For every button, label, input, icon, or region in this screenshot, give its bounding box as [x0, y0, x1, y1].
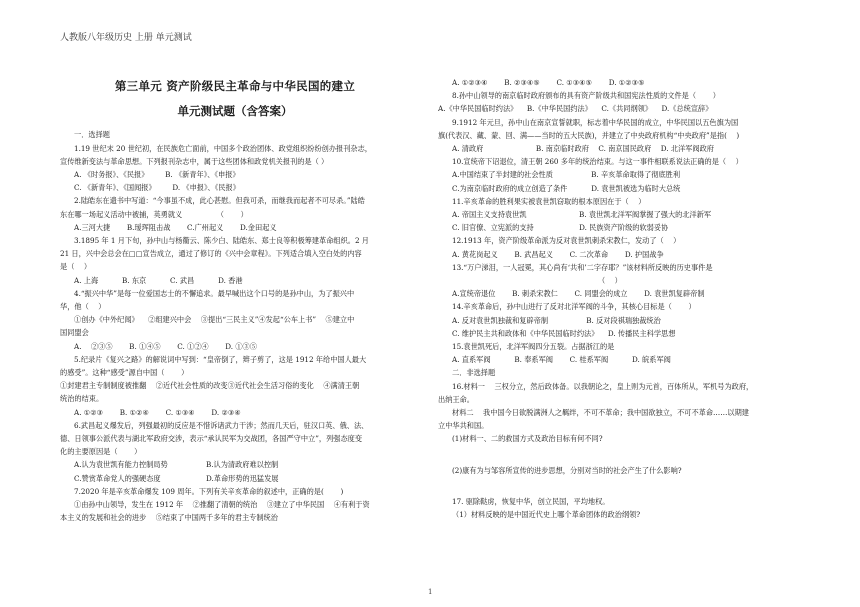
text-line: 9.1912 年元旦，孙中山在南京宣誓就职，标志着中华民国的成立，中华民国以五色旗为国: [452, 117, 739, 127]
text-line: ①封建君主专制制度被推翻 ②近代社会性质的改变③近代社会生活习俗的变化 ④满清王朝: [60, 381, 360, 391]
text-line: 二．非选择题: [452, 368, 496, 378]
text-line: 的感受”。这种“感受”源自中国（ ）: [60, 368, 189, 378]
text-line: C.为南京临时政府的成立创造了条件 D. 袁世凯被选为临时大总统: [452, 183, 681, 193]
text-line: C. 维护民主共和政体和《中华民国临时约法》 D. 传播民主科学思想: [452, 328, 676, 338]
text-line: C.赞赏革命党人的强硬态度 D.革命形势的迅猛发展: [74, 473, 279, 483]
text-line: 化的主要原因是（ ）: [60, 447, 142, 457]
text-line: 一．选择题: [74, 130, 110, 140]
text-line: [438, 446, 796, 464]
text-line: 8.孙中山领导的南京临时政府颁布的具有资产阶级共和国宪法性质的文件是（ ）: [452, 91, 720, 101]
left-column: [60, 78, 410, 525]
text-line: A. 直系军阀 B. 奉系军阀 C. 桂系军阀 D. 皖系军阀: [452, 355, 671, 365]
text-line: 是（ ）: [60, 262, 92, 272]
text-line: 10.宣统帝下诏退位，清王朝 260 多年的统治结束。与这一事件相联系说法正确的是（ ）: [452, 157, 743, 167]
text-line: 16.材料一 三权分立，然后政体备。以我朝论之，皇上则为元首，百体所从，军机号为政府，: [452, 381, 754, 391]
text-line: 21 日，兴中会总会在□□宣告成立，通过了修订的《兴中会章程》。下列适合填入空白处的内容: [60, 249, 362, 259]
text-line: A. ①②③④ B. ②③④⑤ C. ①③④⑤ D. ①②③⑤: [452, 78, 645, 87]
text-line: C. 《新青年》、《国闻报》 D. 《申报》、《民报》: [74, 183, 240, 193]
text-line: (1)材料一、二的救国方式及政治目标有何不同?: [452, 434, 603, 444]
text-line: A. 反对袁世凯独裁和复辟帝制 B. 反对段祺瑞独裁统治: [452, 315, 661, 325]
text-line: A. 上海 B. 东京 C. 武昌 D. 香港: [74, 275, 243, 285]
text-line: A.中国结束了半封建的社会性质 B. 辛亥革命取得了彻底胜利: [452, 170, 681, 180]
text-line: A. ①②③ B. ①②④ C. ①③④ D. ②③④: [74, 407, 241, 417]
left-question-list: [60, 128, 410, 524]
text-line: A.《中华民国临时约法》 B.《中华民国约法》 C.《共同纲领》 D.《总统宣辞》: [438, 104, 713, 114]
text-line: 5.纪录片《复兴之路》的解说词中写到：“皇帝倒了，辫子剪了，这是 1912 年给中国人最大: [74, 354, 367, 364]
text-line: 出纳王命。: [438, 394, 474, 404]
text-line: 东在哪一场起义活动中被捕，英勇就义 （ ）: [60, 209, 248, 219]
text-line: 15.袁世凯死后，北洋军阀四分五裂。占据浙江的是: [452, 342, 615, 352]
text-line: （ ）: [598, 276, 622, 286]
text-line: 7.2020 年是辛亥革命爆发 109 周年。下列有关辛亥革命的叙述中，正确的是( ): [74, 486, 344, 496]
text-line: 6.武昌起义爆发后，列强最初的反应是不惜诉诸武力干涉；然而几天后，驻汉口英、俄、法、: [74, 420, 369, 430]
text-line: 4.“振兴中华”是每一位爱国志士的不懈追求。最早喊出这个口号的是孙中山，为了振兴中: [74, 288, 355, 298]
page-header: 人教版八年级历史 上册 单元测试: [60, 33, 192, 43]
text-line: (2)康有为与邹容所宣传的进步思想，分别对当时的社会产生了什么影响?: [452, 465, 682, 475]
text-line: [438, 477, 796, 495]
text-line: 国同盟会: [60, 328, 89, 338]
text-line: 17. 驱除鞑虏，恢复中华，创立民国，平均地权。: [452, 496, 610, 506]
text-line: A. 《时务报》、《民报》 B. 《新青年》、《申报》: [74, 170, 240, 180]
text-line: A. ②③⑤ B. ①④⑤ C. ①②④ D. ①③⑤: [74, 341, 257, 351]
text-line: ①创办《中外纪闻》 ②组建兴中会 ③提出“三民主义”④发起“公车上书” ⑤建立中: [74, 315, 355, 325]
text-line: ①由孙中山领导，发生在 1912 年 ②推翻了清朝的统治 ③建立了中华民国 ④有利于资: [74, 500, 370, 510]
text-line: 13.“万户涕泪，一人冠冕，其心尚有‘共和’二字存耶？”该材料所反映的历史事件是: [452, 262, 713, 272]
text-line: 立中华共和国。: [438, 421, 489, 431]
text-line: 11.辛亥革命的胜利果实被袁世凯窃取的根本原因在于（ ）: [452, 196, 646, 206]
text-line: A.宣统帝退位 B. 刺杀宋教仁 C. 同盟会的成立 D. 袁世凯复辟帝制: [452, 289, 705, 299]
text-line: 本主义的发展和社会的进步 ⑤结束了中国两千多年的君主专制统治: [60, 513, 278, 523]
text-line: 2.陆皓东在遗书中写道：“今事虽不成，此心甚慰。但我可杀，而继我而起者不可尽杀。”陆皓: [74, 196, 365, 206]
text-line: A.三河大捷 B.瑷珲阻击战 C.广州起义 D.金田起义: [74, 222, 277, 232]
text-line: C. 旧官僚、立宪派的支持 D. 民族资产阶级的软弱妥协: [452, 223, 669, 233]
text-line: 统治的结束。: [60, 394, 104, 404]
test-subtitle: 单元测试题（含答案）: [177, 104, 293, 119]
text-line: 宣传维新变法与革命思想。下列报刊杂志中，属于这些团体和政党机关报刊的是（ ）: [60, 156, 329, 166]
text-line: A. 帝国主义支持袁世凯 B. 袁世凯北洋军阀掌握了强大的北洋新军: [452, 210, 712, 220]
text-line: 3.1895 年 1 月下旬，孙中山与杨衢云、陈少白、陆皓东、郑士良等积极筹建革命组织。2 月: [74, 236, 370, 246]
right-column: [438, 76, 796, 521]
text-line: 1.19 世纪末 20 世纪初，在民族危亡面前，中国多个政治团体、政党组织纷纷创办报刊杂志，: [74, 143, 372, 153]
right-question-list: [438, 76, 796, 521]
text-line: 旗(代表汉、藏、蒙、回、满——当时的五大民族)，并建立了中央政府机构“中央政府”是指( ): [438, 130, 740, 140]
text-line: 材料二 我中国今日欲脱满洲人之羁绊，不可不革命；我中国欲独立，不可不革命……以期建: [452, 408, 749, 418]
text-line: A.认为袁世凯有能力控制局势 B.认为清政府难以控制: [74, 460, 279, 470]
text-line: A. 清政府 B. 南京临时政府 C. 南京国民政府 D. 北洋军阀政府: [452, 144, 714, 154]
text-line: 德、日领事公派代表与湖北军政府交涉，表示“承认民军为交战团，各国严守中立”，列强态度变: [60, 434, 363, 444]
text-line: A. 黄花岗起义 B. 武昌起义 C. 二次革命 D. 护国战争: [452, 249, 664, 259]
unit-title: 第三单元 资产阶级民主革命与中华民国的建立: [114, 79, 356, 93]
text-line: 12.1913 年，资产阶级革命派为反对袁世凯刺杀宋教仁，发动了（ ）: [452, 236, 681, 246]
page-number: 1: [428, 588, 433, 596]
text-line: 华，他（ ）: [60, 302, 106, 312]
text-line: （1）材料反映的是中国近代史上哪个革命团体的政治纲领?: [452, 510, 641, 520]
text-line: 14.辛亥革命后，孙中山进行了反对北洋军阀的斗争，其核心目标是（ ）: [452, 302, 696, 312]
